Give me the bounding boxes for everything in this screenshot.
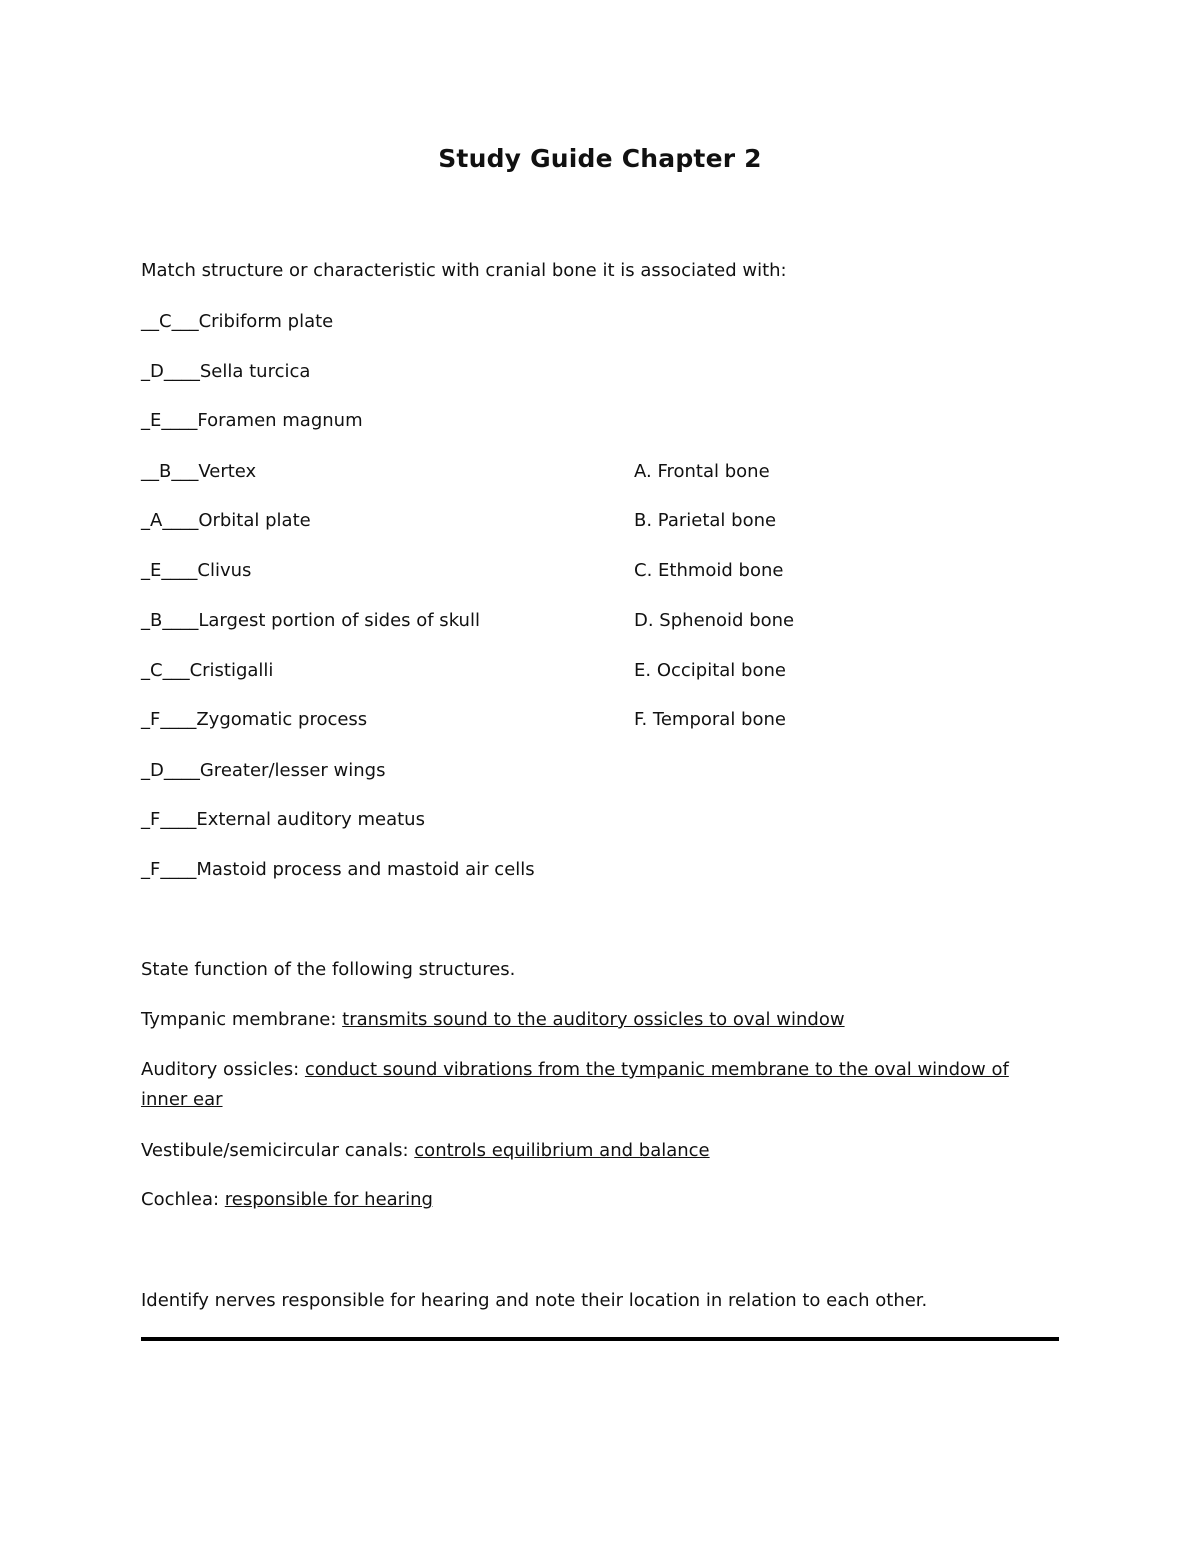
function-tympanic-membrane bbox=[141, 1008, 845, 1032]
nerves-instruction: Identify nerves responsible for hearing and note their location in relation to each other. bbox=[141, 1290, 928, 1311]
matching-item: _E____Foramen magnum bbox=[141, 410, 363, 431]
matching-item: _D____Greater/lesser wings bbox=[141, 760, 386, 781]
function-auditory-ossicles bbox=[141, 1055, 1051, 1115]
matching-item: _C___Cristigalli bbox=[141, 660, 274, 681]
function-cochlea bbox=[141, 1188, 433, 1212]
matching-instruction: Match structure or characteristic with cranial bone it is associated with: bbox=[141, 260, 787, 281]
matching-item: _F____Mastoid process and mastoid air cells bbox=[141, 859, 535, 880]
option-occipital-bone: E. Occipital bone bbox=[634, 660, 786, 681]
functions-instruction: State function of the following structures. bbox=[141, 959, 516, 980]
page-title: Study Guide Chapter 2 bbox=[438, 144, 762, 173]
function-term: Auditory ossicles: bbox=[141, 1059, 305, 1080]
matching-item: _D____Sella turcica bbox=[141, 361, 311, 382]
function-answer: responsible for hearing bbox=[224, 1189, 433, 1210]
matching-item: __B___Vertex bbox=[141, 461, 257, 482]
option-sphenoid-bone: D. Sphenoid bone bbox=[634, 610, 795, 631]
option-temporal-bone: F. Temporal bone bbox=[634, 709, 786, 730]
matching-item: _F____External auditory meatus bbox=[141, 809, 425, 830]
option-ethmoid-bone: C. Ethmoid bone bbox=[634, 560, 784, 581]
matching-item: _F____Zygomatic process bbox=[141, 709, 368, 730]
option-frontal-bone: A. Frontal bone bbox=[634, 461, 770, 482]
matching-item: __C___Cribiform plate bbox=[141, 311, 334, 332]
matching-item: _E____Clivus bbox=[141, 560, 252, 581]
function-answer: controls equilibrium and balance bbox=[414, 1140, 710, 1161]
matching-item: _B____Largest portion of sides of skull bbox=[141, 610, 480, 631]
answer-line bbox=[141, 1337, 1059, 1341]
function-vestibule-canals bbox=[141, 1139, 710, 1163]
option-parietal-bone: B. Parietal bone bbox=[634, 510, 777, 531]
matching-item: _A____Orbital plate bbox=[141, 510, 311, 531]
function-term: Vestibule/semicircular canals: bbox=[141, 1140, 415, 1161]
function-term: Tympanic membrane: bbox=[141, 1009, 343, 1030]
function-answer: conduct sound vibrations from the tympanic membrane to the oval window of inner ear bbox=[141, 1059, 1009, 1110]
function-term: Cochlea: bbox=[141, 1189, 225, 1210]
function-answer: transmits sound to the auditory ossicles to oval window bbox=[342, 1009, 845, 1030]
